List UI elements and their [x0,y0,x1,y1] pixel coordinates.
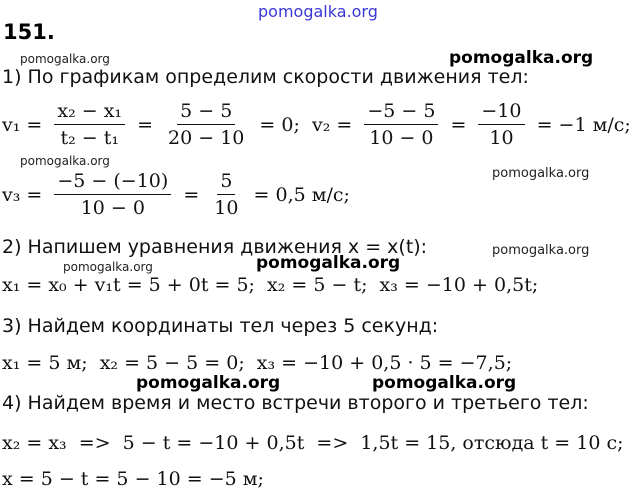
motion-equations: x₁ = x₀ + v₁t = 5 + 0t = 5; x₂ = 5 − t; x₃ = −10 + 0,5t; [2,274,539,296]
velocity-equation-v3 [2,170,350,219]
watermark: pomogalka.org [20,154,110,168]
step1-text: 1) По графикам определим скорости движения тел: [2,66,529,88]
meeting-time-equation: x₂ = x₃ => 5 − t = −10 + 0,5t => 1,5t = 15, отсюда t = 10 с; [2,432,624,454]
v1-symbol: v₁ = [2,113,49,136]
result: = 0,5 м/с; [247,183,350,206]
problem-number: 151. [3,20,55,44]
watermark: pomogalka.org [256,253,401,273]
v2-symbol: = 0; v₂ = [253,113,359,136]
coordinates-equation: x₁ = 5 м; x₂ = 5 − 5 = 0; x₃ = −10 + 0,5 · 5 = −7,5; [2,352,513,374]
fraction: $\frac{5}{10}$ [214,170,239,219]
equals: = [177,183,206,206]
velocity-equation-v1-v2 [2,100,631,149]
result: = −1 м/с; [530,113,631,136]
fraction: $\frac{-5 - (-10)}{10 - 0}$ [54,170,171,219]
step2-text: 2) Напишем уравнения движения x = x(t): [2,236,428,258]
fraction: $\frac{-5 - 5}{10 - 0}$ [364,100,438,149]
watermark: pomogalka.org [449,48,594,68]
fraction: $\frac{5 - 5}{20 - 10}$ [168,100,245,149]
fraction: $\frac{\text{x₂ − x₁}}{\text{t₂ − t₁}}$ [54,100,125,149]
step4-text: 4) Найдем время и место встречи второго и третьего тел: [2,392,589,414]
watermark: pomogalka.org [492,166,590,181]
equals: = [131,113,160,136]
watermark-top: pomogalka.org [258,2,378,21]
equals: = [444,113,473,136]
watermark: pomogalka.org [63,260,153,274]
meeting-place-equation: x = 5 − t = 5 − 10 = −5 м; [2,468,264,490]
fraction: $\frac{-10}{10}$ [478,100,524,149]
watermark: pomogalka.org [20,52,110,66]
v3-symbol: v₃ = [2,183,49,206]
step3-text: 3) Найдем координаты тел через 5 секунд: [2,315,439,337]
watermark: pomogalka.org [372,373,517,393]
watermark: pomogalka.org [136,373,281,393]
watermark: pomogalka.org [492,243,590,258]
